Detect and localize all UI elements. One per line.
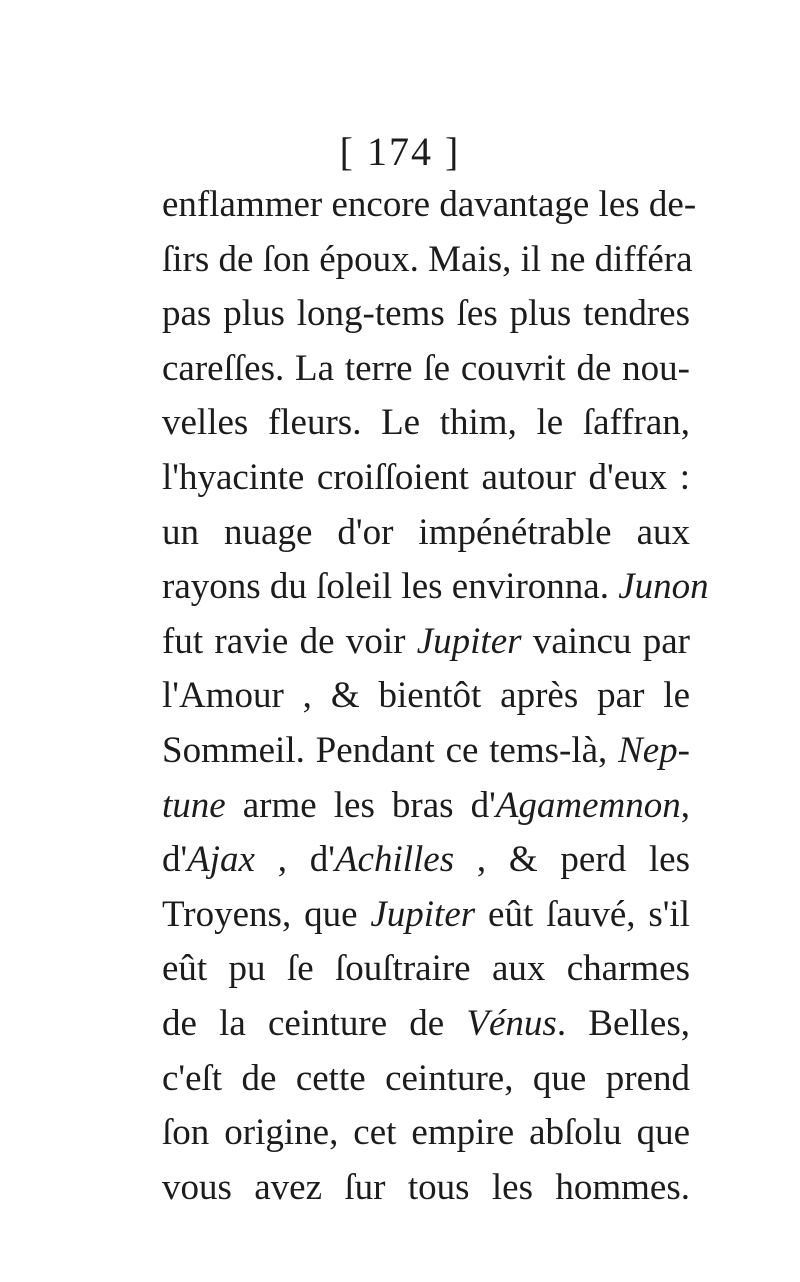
text-line xyxy=(162,342,690,397)
text-line xyxy=(162,833,690,888)
text-segment: , d' xyxy=(254,839,335,881)
text-segment: l'Amour , & bientôt après par le xyxy=(162,675,690,717)
italic-name: Agamemnon xyxy=(495,784,681,826)
text-line xyxy=(162,1106,690,1161)
page-number: [ 174 ] xyxy=(339,129,461,174)
text-segment: fut ravie de voir xyxy=(162,620,417,662)
text-segment: , & perd les xyxy=(454,839,691,881)
text-segment: Troyens, que xyxy=(162,893,371,935)
text-line xyxy=(162,287,690,342)
text-segment: . Belles, xyxy=(556,1002,691,1044)
text-segment: , xyxy=(680,784,690,826)
text-segment: eût pu ſe ſouſtraire aux charmes xyxy=(162,948,690,990)
text-line xyxy=(162,506,690,561)
text-segment: pas plus long-tems ſes plus tendres xyxy=(162,293,690,335)
text-line xyxy=(162,779,690,834)
text-segment: vous avez ſur tous les hommes. xyxy=(162,1166,690,1208)
text-segment: c'eſt de cette ceinture, que prend xyxy=(162,1057,690,1099)
text-segment: velles fleurs. Le thim, le ſaffran, xyxy=(162,402,690,444)
text-line xyxy=(162,615,690,670)
body-text xyxy=(162,178,709,1215)
text-line xyxy=(162,724,690,779)
text-segment: l'hyacinte croiſſoient autour d'eux : xyxy=(162,456,690,498)
text-line xyxy=(162,396,690,451)
text-segment: enflammer encore davantage les de- xyxy=(162,184,697,225)
text-segment: ſirs de ſon époux. Mais, il ne différa xyxy=(162,238,693,280)
text-line xyxy=(162,997,690,1052)
text-segment: ſon origine, cet empire abſolu que xyxy=(162,1112,690,1154)
italic-name: Nep- xyxy=(618,729,690,771)
text-line xyxy=(162,178,697,233)
text-line xyxy=(162,669,690,724)
text-line xyxy=(162,560,709,615)
italic-name: tune xyxy=(162,784,226,826)
text-segment: Sommeil. Pendant ce tems-là, xyxy=(162,729,619,771)
italic-name: Jupiter xyxy=(370,893,476,935)
text-segment: d' xyxy=(162,839,188,881)
text-segment: de la ceinture de xyxy=(162,1002,467,1044)
text-line xyxy=(162,233,693,288)
italic-name: Ajax xyxy=(187,839,255,881)
text-line xyxy=(162,451,690,506)
text-line xyxy=(162,1161,690,1216)
text-segment: arme les bras d' xyxy=(225,784,496,826)
text-segment: rayons du ſoleil les environna. xyxy=(162,566,619,608)
text-line xyxy=(162,1052,690,1107)
text-segment: eût ſauvé, s'il xyxy=(475,893,690,935)
text-segment: careſſes. La terre ſe couvrit de nou- xyxy=(162,347,690,389)
text-segment: un nuage d'or impénétrable aux xyxy=(162,511,690,553)
italic-name: Achilles xyxy=(334,839,455,881)
italic-name: Vénus xyxy=(466,1002,557,1044)
text-line xyxy=(162,942,690,997)
text-segment: vaincu par xyxy=(521,620,690,662)
text-line xyxy=(162,888,690,943)
italic-name: Jupiter xyxy=(416,620,522,662)
italic-name: Junon xyxy=(618,566,709,608)
